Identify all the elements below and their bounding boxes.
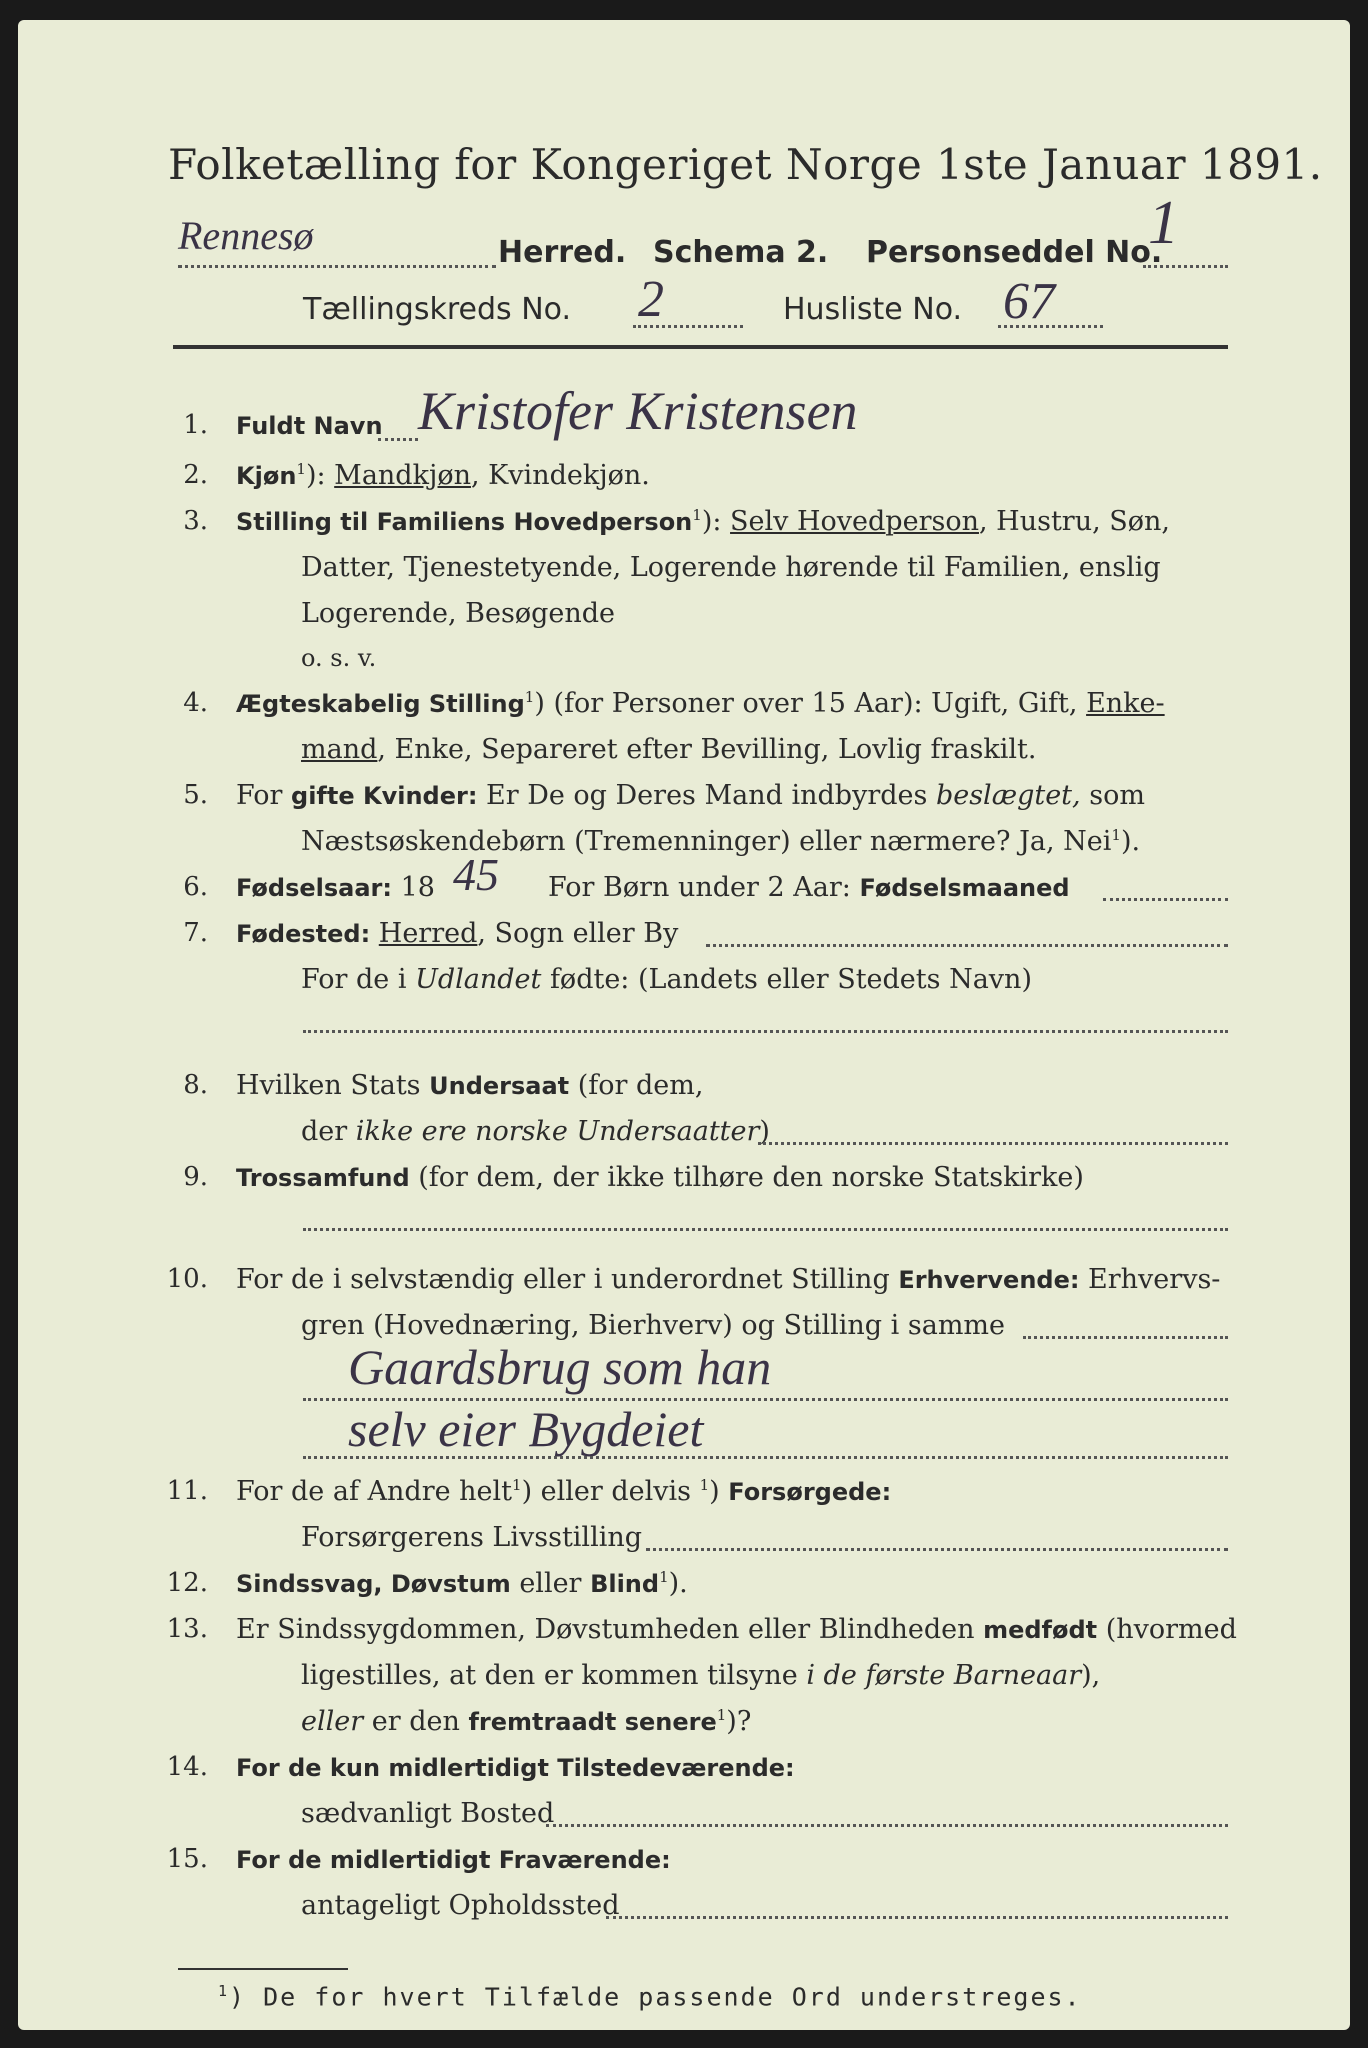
q10-text-a: For de i selvstændig eller i underordnet Stilling (236, 1264, 899, 1295)
q3-label: Stilling til Familiens Hovedperson (236, 508, 693, 536)
q6-label2: Fødselsmaaned (859, 874, 1070, 902)
q10-dotted-line (1023, 1336, 1228, 1339)
q7-line2-italic: Udlandet (415, 964, 542, 995)
q6-label: Fødselsaar: (236, 874, 392, 902)
q3-text-a: ): (701, 506, 731, 537)
q2-option-mandkjon: Mandkjøn (334, 460, 471, 491)
q12-text: eller (510, 1568, 591, 1599)
q8-text-b: (for dem, (569, 1070, 704, 1101)
q6-dotted-line (1103, 898, 1228, 901)
herred-value: Rennesø (178, 213, 314, 258)
q12-number: 12. (166, 1568, 208, 1598)
kreds-value: 2 (638, 271, 664, 328)
q4-number: 4. (183, 688, 208, 718)
q8-line2-a: der (301, 1116, 356, 1147)
q13-text-a: Er Sindssygdommen, Døvstumheden eller Blindheden (236, 1614, 984, 1645)
schema-label: Schema 2. (653, 235, 829, 270)
q3-line3: Logerende, Besøgende (301, 598, 615, 629)
q2-footnote-ref: 1 (296, 460, 306, 478)
q11-dotted-line (646, 1548, 1228, 1551)
header-rule (173, 345, 1228, 349)
q5-italic: beslægtet, (935, 780, 1081, 811)
kreds-dotted-line (633, 325, 743, 328)
form-title: Folketælling for Kongeriget Norge 1ste Januar 1891. (168, 140, 1323, 189)
personseddel-dotted-line (1143, 265, 1228, 268)
q4-line2: , Enke, Separeret efter Bevilling, Lovlig fraskilt. (377, 734, 1037, 765)
q1-number: 1. (183, 410, 208, 440)
q3-option-selv-hovedperson: Selv Hovedperson (730, 506, 979, 537)
q14-text: For de kun (236, 1754, 389, 1782)
q11-label: Forsørgede: (728, 1478, 892, 1506)
herred-dotted-line (178, 265, 496, 268)
q12-label2: Blind (590, 1570, 660, 1598)
q3-text-b: , Hustru, Søn, (978, 506, 1170, 537)
q6-prefix: 18 (392, 872, 435, 903)
q3-line2: Datter, Tjenestetyende, Logerende hørende til Familien, enslig (301, 552, 1161, 583)
q7-line2-a: For de i (301, 964, 416, 995)
q7-line2-b: fødte: (Landets eller Stedets Navn) (541, 964, 1032, 995)
q7-dotted-line (706, 944, 1228, 947)
q7-label: Fødested: (236, 920, 371, 948)
q13-line3-label: fremtraadt senere (468, 1708, 717, 1736)
q7-text: , Sogn eller By (477, 918, 679, 949)
personseddel-label: Personseddel No. (866, 235, 1163, 270)
q14-dotted-line (546, 1824, 1228, 1827)
q14-line2: sædvanligt Bosted (301, 1798, 555, 1829)
q10-number: 10. (166, 1264, 208, 1294)
q7-option-herred: Herred (378, 918, 478, 949)
q13-number: 13. (166, 1614, 208, 1644)
q4-footnote-ref: 1 (524, 688, 535, 706)
q11-footnote-ref1: 1 (512, 1476, 522, 1494)
q7-answer-line (303, 1030, 1228, 1033)
q2-number: 2. (183, 460, 208, 490)
q13-line2-italic: i de første Barneaar (806, 1660, 1082, 1691)
q6-number: 6. (183, 872, 208, 902)
census-form (18, 20, 1350, 2030)
q12-footnote-ref: 1 (659, 1568, 669, 1586)
q4-text: ) (for Personer over 15 Aar): Ugift, Gift, (534, 688, 1087, 719)
q9-number: 9. (183, 1162, 208, 1192)
q8-line2-italic: ikke ere norske Undersaatter (355, 1116, 760, 1147)
q13-line3-italic: eller (301, 1706, 364, 1737)
q13-text-b: (hvormed (1097, 1614, 1237, 1645)
q7-number: 7. (183, 918, 208, 948)
q5-line2: Næstsøskendebørn (Tremenninger) eller nærmere? Ja, Nei (301, 826, 1112, 857)
q2-text: ): (305, 460, 335, 491)
q8-line2-b: ) (759, 1116, 770, 1147)
q6-value: 45 (453, 849, 499, 900)
q10-line2: gren (Hovednæring, Bierhverv) og Stilling i samme (301, 1310, 1006, 1341)
q10-value-line1: Gaardsbrug som han (348, 1339, 772, 1395)
q11-footnote-ref2: 1 (699, 1476, 710, 1494)
q13-label: medfødt (983, 1616, 1098, 1644)
q11-line2: Forsørgerens Livsstilling (301, 1522, 643, 1553)
q15-line2: antageligt Opholdssted (301, 1890, 620, 1921)
q8-number: 8. (183, 1070, 208, 1100)
q14-label: midlertidigt Tilstedeværende: (388, 1754, 795, 1782)
q8-dotted-line (758, 1142, 1228, 1145)
q8-label: Undersaat (429, 1072, 570, 1100)
q12-end: ). (668, 1568, 688, 1599)
q4-label: Ægteskabelig Stilling (236, 690, 525, 718)
q15-text: For de (236, 1846, 330, 1874)
q1-dotted-line (378, 438, 418, 441)
footnote-ref: 1 (218, 1982, 230, 2000)
q13-line2-b: ), (1081, 1660, 1101, 1691)
q8-text-a: Hvilken Stats (236, 1070, 430, 1101)
q5-text-a: For (236, 780, 292, 811)
q9-answer-line (303, 1228, 1228, 1231)
q1-label: Fuldt Navn (236, 412, 383, 440)
q11-number: 11. (166, 1476, 208, 1506)
herred-label: Herred. (498, 235, 627, 270)
q15-number: 15. (166, 1844, 208, 1874)
q4-option-enkemand: Enke- (1086, 688, 1165, 719)
q15-label: midlertidigt Fraværende: (329, 1846, 671, 1874)
husliste-dotted-line (998, 325, 1103, 328)
kreds-label: Tællingskreds No. (303, 292, 571, 327)
q2-option-kvindekjon: , Kvindekjøn. (470, 460, 650, 491)
q6-text: For Børn under 2 Aar: (548, 872, 860, 903)
q5-text-b: Er De og Deres Mand indbyrdes (477, 780, 936, 811)
q5-label: gifte Kvinder: (291, 782, 478, 810)
q5-footnote-ref: 1 (1111, 826, 1121, 844)
husliste-value: 67 (1003, 273, 1055, 330)
q13-end: )? (726, 1706, 752, 1737)
q10-text-b: Erhvervs- (1079, 1264, 1221, 1295)
footnote-text: ) De for hvert Tilfælde passende Ord understreges. (229, 1982, 1082, 2012)
q13-line2-a: ligestilles, at den er kommen tilsyne (301, 1660, 807, 1691)
q10-value-line2: selv eier Bygdeiet (348, 1401, 704, 1457)
q14-number: 14. (166, 1752, 208, 1782)
footnote-rule (178, 1968, 348, 1970)
personseddel-value: 1 (1148, 189, 1179, 257)
q9-text: (for dem, der ikke tilhøre den norske Statskirke) (409, 1162, 1084, 1193)
q15-dotted-line (606, 1916, 1228, 1919)
q3-line4: o. s. v. (301, 644, 377, 672)
q5-number: 5. (183, 780, 208, 810)
husliste-label: Husliste No. (783, 292, 963, 327)
q13-footnote-ref: 1 (716, 1706, 727, 1724)
q10-label: Erhvervende: (898, 1266, 1080, 1294)
q2-label: Kjøn (236, 462, 297, 490)
q13-line3-a: er den (363, 1706, 469, 1737)
q11-text-b: ) eller delvis (521, 1476, 700, 1507)
q3-footnote-ref: 1 (692, 506, 702, 524)
q11-text-a: For de af Andre helt (236, 1476, 513, 1507)
q9-label: Trossamfund (236, 1164, 410, 1192)
q10-answer-line2 (303, 1456, 1228, 1459)
q5-text-c: som (1080, 780, 1145, 811)
q4-option-enkemand-cont: mand (301, 734, 378, 765)
q11-text-c: ) (709, 1476, 729, 1507)
q3-number: 3. (183, 506, 208, 536)
q5-end: ). (1120, 826, 1141, 857)
q12-label: Sindssvag, Døvstum (236, 1570, 511, 1598)
q1-value: Kristofer Kristensen (418, 381, 858, 441)
